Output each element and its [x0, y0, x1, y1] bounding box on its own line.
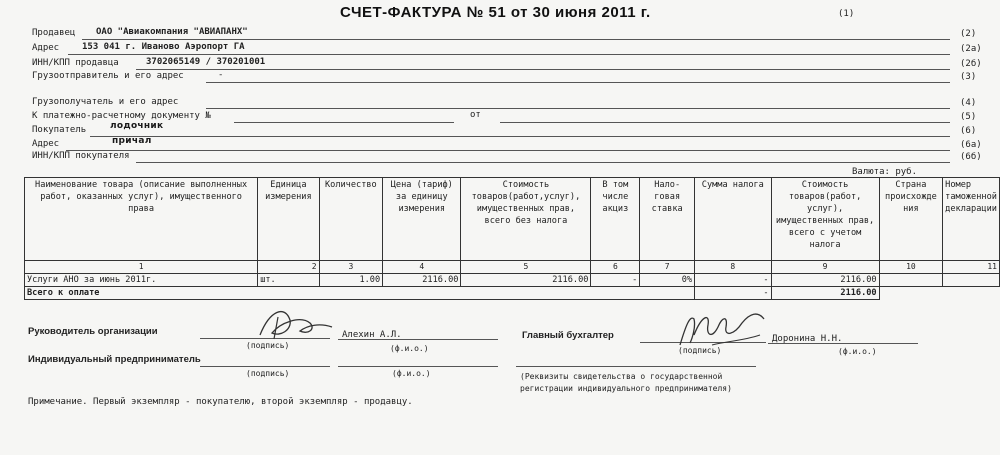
accountant-signature-icon: [672, 305, 772, 353]
row-excise: -: [591, 274, 640, 287]
col-header-rate: Нало- говая ставка: [640, 178, 695, 261]
col-num: 8: [695, 261, 771, 274]
row-name: Услуги АНО за июнь 2011г.: [25, 274, 258, 287]
seller-value: ОАО "Авиакомпания "АВИАПАНХ": [96, 27, 248, 37]
total-tax: -: [695, 287, 771, 300]
row-country: [879, 274, 943, 287]
invoice-title: СЧЕТ-ФАКТУРА № 51 от 30 июня 2011 г.: [340, 4, 651, 21]
accountant-podpis-caption: (подпись): [678, 346, 722, 355]
entrepreneur-fio-caption: (ф.и.о.): [392, 369, 431, 378]
col-num: 5: [461, 261, 591, 274]
col-num: 9: [771, 261, 879, 274]
buyer-value: лодочник: [110, 121, 164, 131]
col-header-tax: Сумма налога: [695, 178, 771, 261]
col-header-unit: Единица измерения: [258, 178, 319, 261]
col-header-decl: Номер таможенной декларации: [943, 178, 1000, 261]
shipper-ref: (3): [960, 72, 977, 82]
col-num: 2: [258, 261, 319, 274]
seller-label: Продавец: [32, 28, 76, 38]
head-fio-caption: (ф.и.о.): [390, 344, 429, 353]
col-num: 10: [879, 261, 943, 274]
buyer-label: Покупатель: [32, 125, 87, 135]
consignee-row: [0, 97, 1000, 111]
head-name: Алехин А.Л.: [342, 330, 402, 340]
table-number-row: [25, 261, 1000, 274]
head-label: Руководитель организации: [28, 326, 158, 337]
currency-label: Валюта: руб.: [852, 167, 918, 177]
note-text: Примечание. Первый экземпляр - покупателю, второй экземпляр - продавцу.: [28, 397, 413, 407]
buyer-ref: (6): [960, 126, 977, 136]
requisites-caption: (Реквизиты свидетельства о государственной регистрации индивидуального предпринимателя): [520, 372, 732, 393]
inn-value: 3702065149 / 370201001: [146, 57, 266, 67]
table-header-row: [25, 178, 1000, 261]
total-value: 2116.00: [771, 287, 879, 300]
head-podpis-caption: (подпись): [246, 341, 290, 350]
title-ref: (1): [838, 9, 855, 19]
seller-ref: (2): [960, 29, 977, 39]
buyer-inn-ref: (6б): [960, 152, 982, 162]
col-num: 6: [591, 261, 640, 274]
inn-ref: (2б): [960, 59, 982, 69]
invoice-table: [24, 177, 1000, 300]
col-header-total: Стоимость товаров(работ, услуг), имущественных прав, всего с учетом налога: [771, 178, 879, 261]
total-label: Всего к оплате: [25, 287, 695, 300]
col-header-cost: Стоимость товаров(работ,услуг), имущественных прав, всего без налога: [461, 178, 591, 261]
col-num: 3: [319, 261, 383, 274]
payment-ot: от: [470, 110, 481, 120]
buyer-address-value: причал: [112, 136, 152, 146]
col-header-qty: Количество: [319, 178, 383, 261]
col-header-excise: В том числе акциз: [591, 178, 640, 261]
shipper-value: -: [218, 70, 224, 80]
col-num: 4: [383, 261, 461, 274]
payment-ref: (5): [960, 112, 977, 122]
col-num: 7: [640, 261, 695, 274]
buyer-address-label: Адрес: [32, 139, 60, 149]
row-qty: 1.00: [319, 274, 383, 287]
col-header-name: Наименование товара (описание выполненных работ, оказанных услуг), имущественного права: [25, 178, 258, 261]
row-rate: 0%: [640, 274, 695, 287]
col-header-country: Страна происхожде ния: [879, 178, 943, 261]
accountant-fio-caption: (ф.и.о.): [838, 347, 877, 356]
shipper-label: Грузоотправитель и его адрес: [32, 71, 184, 81]
address-label: Адрес: [32, 43, 60, 53]
row-unit: шт.: [258, 274, 319, 287]
buyer-inn-row: [0, 151, 1000, 165]
accountant-name: Доронина Н.Н.: [772, 334, 843, 344]
payment-label: К платежно-расчетному документу №: [32, 111, 211, 121]
inn-label: ИНН/КПП продавца: [32, 58, 119, 68]
row-tax: -: [695, 274, 771, 287]
head-signature-icon: [250, 305, 340, 345]
address-value: 153 041 г. Иваново Аэропорт ГА: [82, 42, 245, 52]
consignee-ref: (4): [960, 98, 977, 108]
seller-row: [0, 28, 1000, 42]
col-header-price: Цена (тариф) за единицу измерения: [383, 178, 461, 261]
inn-row: [0, 58, 1000, 72]
entrepreneur-podpis-caption: (подпись): [246, 369, 290, 378]
address-row: [0, 43, 1000, 57]
total-row: [25, 287, 1000, 300]
row-decl: [943, 274, 1000, 287]
table-row: [25, 274, 1000, 287]
col-num: 11: [943, 261, 1000, 274]
buyer-inn-label: ИНН/КПП покупателя: [32, 151, 130, 161]
col-num: 1: [25, 261, 258, 274]
consignee-label: Грузополучатель и его адрес: [32, 97, 179, 107]
shipper-row: [0, 71, 1000, 85]
buyer-address-ref: (6а): [960, 140, 982, 150]
entrepreneur-label: Индивидуальный предприниматель: [28, 354, 201, 365]
row-total: 2116.00: [771, 274, 879, 287]
row-price: 2116.00: [383, 274, 461, 287]
accountant-label: Главный бухгалтер: [522, 330, 614, 341]
row-cost: 2116.00: [461, 274, 591, 287]
address-ref: (2а): [960, 44, 982, 54]
